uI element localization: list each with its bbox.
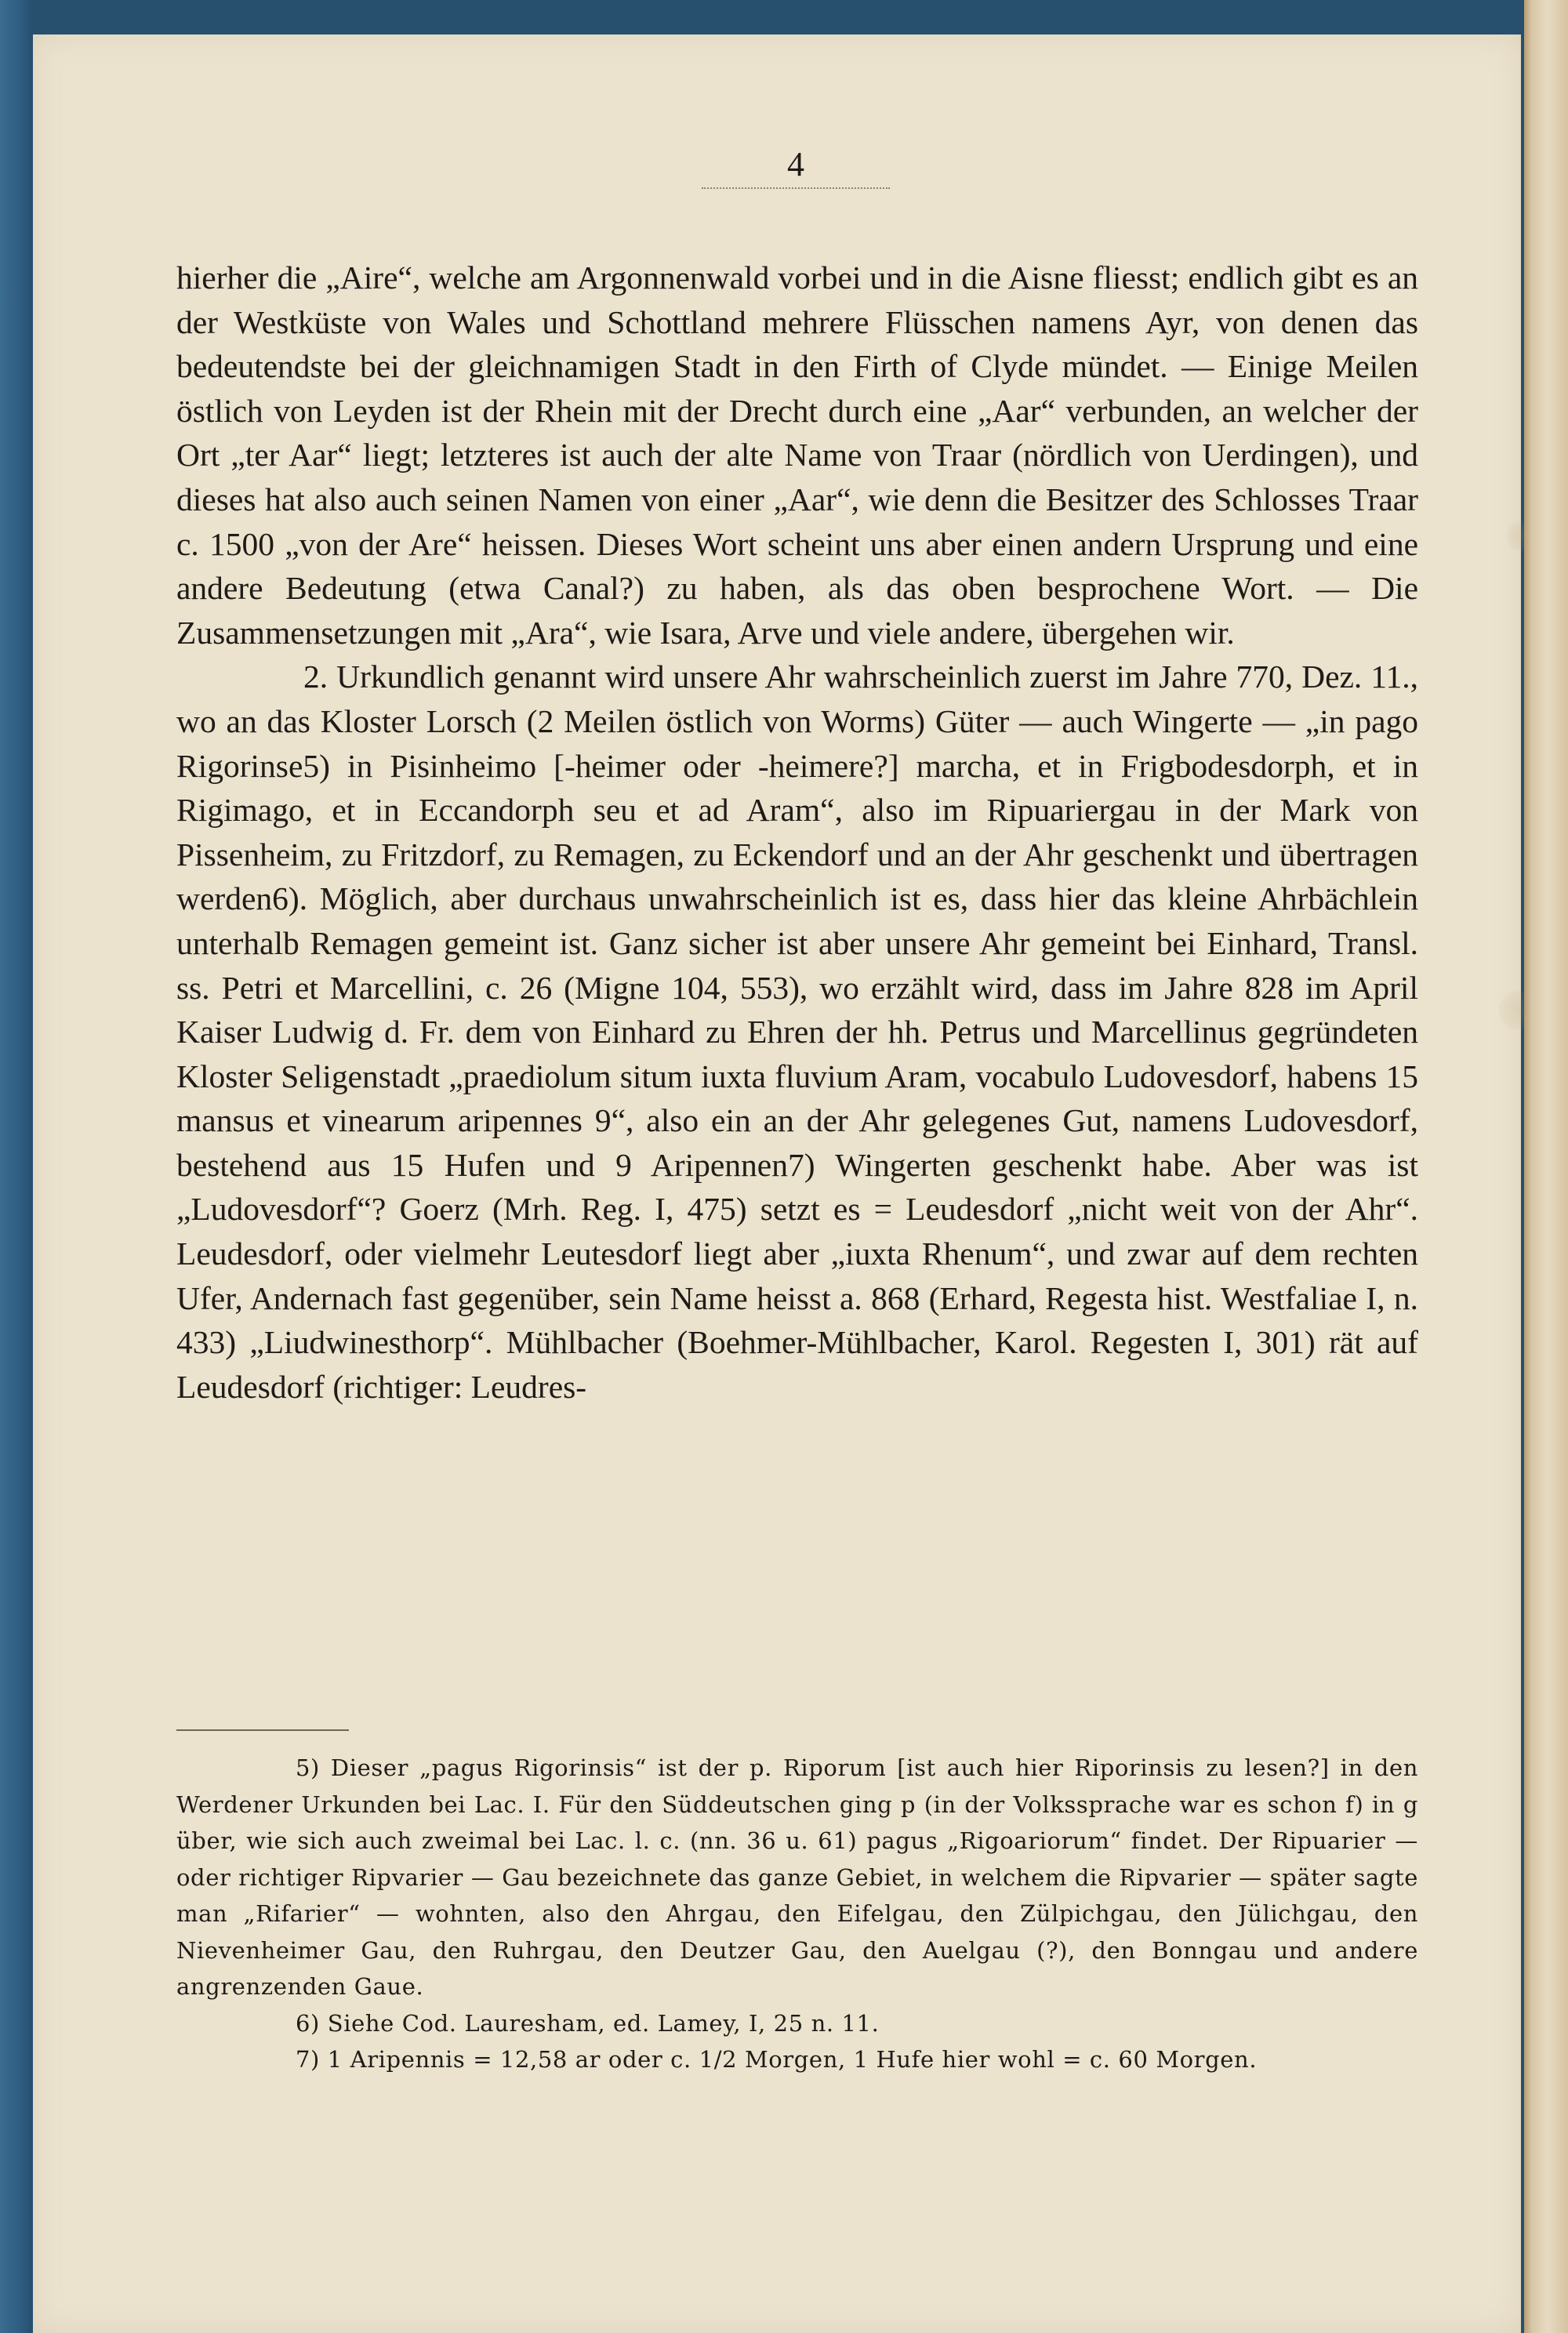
paragraph-1: hierher die „Aire“, welche am Argonnenwald vorbei und in die Aisne fliesst; endlich gibt es an der Westküste von Wales und Schottland mehrere Flüsschen namens Ayr, von denen das bedeutendste bei der gleichnamigen Stadt in den Firth of Clyde mündet. — Einige Meilen östlich von Leyden ist der Rhein mit der Drecht durch eine „Aar“ verbunden, an welcher der Ort „ter Aar“ liegt; letzteres ist auch der alte Name von Traar (nördlich von Uerdingen), und dieses hat also auch seinen Namen von einer „Aar“, wie denn die Besitzer des Schlosses Traar c. 1500 „von der Are“ heissen. Dieses Wort scheint uns aber einen andern Ursprung und eine andere Bedeutung (etwa Canal?) zu haben, als das oben besprochene Wort. — Die Zusammensetzungen mit „Ara“, wie Isara, Arve und viele andere, übergehen wir. bbox=[176, 259, 1418, 651]
footnote-7: 7) 1 Aripennis = 12,58 ar oder c. 1/2 Morgen, 1 Hufe hier wohl = c. 60 Morgen. bbox=[296, 2046, 1258, 2073]
paragraph-2: 2. Urkundlich genannt wird unsere Ahr wahrscheinlich zuerst im Jahre 770, Dez. 11., wo an das Kloster Lorsch (2 Meilen östlich von Worms) Güter — auch Wingerte — „in pago Rigorinse5) in Pisinheimo [-heimer oder -heimere?] marcha, et in Frigbodesdorph, et in Rigimago, et in Eccandorph seu et ad Aram“, also im Ripuariergau in der Mark von Pissenheim, zu Fritzdorf, zu Remagen, zu Eckendorf und an der Ahr geschenkt und übertragen werden6). Möglich, aber durchaus unwahrscheinlich ist es, dass hier das kleine Ahrbächlein unterhalb Remagen gemeint ist. Ganz sicher ist aber unsere Ahr gemeint bei Einhard, Transl. ss. Petri et Marcellini, c. 26 (Migne 104, 553), wo erzählt wird, dass im Jahre 828 im April Kaiser Ludwig d. Fr. dem von Einhard zu Ehren der hh. Petrus und Marcellinus gegründeten Kloster Seligenstadt „praediolum situm iuxta fluvium Aram, vocabulo Ludovesdorf, habens 15 mansus et vinearum aripennes 9“, also ein an der Ahr gelegenes Gut, namens Ludovesdorf, bestehend aus 15 Hufen und 9 Aripennen7) Wingerten geschenkt habe. Aber was ist „Ludovesdorf“? Goerz (Mrh. Reg. I, 475) setzt es = Leudesdorf „nicht weit von der Ahr“. Leudesdorf, oder vielmehr Leutesdorf liegt aber „iuxta Rhenum“, und zwar auf dem rechten Ufer, Andernach fast gegenüber, sein Name heisst a. 868 (Erhard, Regesta hist. Westfaliae I, n. 433) „Liudwinesthorp“. Mühlbacher (Boehmer-Mühlbacher, Karol. Regesten I, 301) rät auf Leudesdorf (richtiger: Leudres- bbox=[176, 659, 1418, 1405]
adjacent-page-edge bbox=[1524, 0, 1568, 2333]
footnote-separator bbox=[176, 1729, 349, 1731]
footnotes bbox=[176, 1750, 1418, 2078]
main-text bbox=[176, 256, 1418, 1409]
page-number-rule bbox=[702, 187, 890, 189]
book-page bbox=[33, 34, 1521, 2333]
footnote-6: 6) Siehe Cod. Lauresham, ed. Lamey, I, 25 n. 11. bbox=[296, 2009, 880, 2037]
page-number: 4 bbox=[787, 145, 804, 183]
footnote-5: 5) Dieser „pagus Rigorinsis“ ist der p. Riporum [ist auch hier Riporinsis zu lesen?] in den Werdener Urkunden bei Lac. I. Für den Süddeutschen ging p (in der Volkssprache war es schon f) in g über, wie sich auch zweimal bei Lac. l. c. (nn. 36 u. 61) pagus „Rigoariorum“ findet. Der Ripuarier — oder richtiger Ripvarier — Gau bezeichnete das ganze Gebiet, in welchem die Ripvarier — später sagte man „Rifarier“ — wohnten, also den Ahrgau, den Eifelgau, den Zülpichgau, den Jülichgau, den Nievenheimer Gau, den Ruhrgau, den Deutzer Gau, den Auelgau (?), den Bonngau und andere angrenzenden Gaue. bbox=[176, 1754, 1418, 2000]
